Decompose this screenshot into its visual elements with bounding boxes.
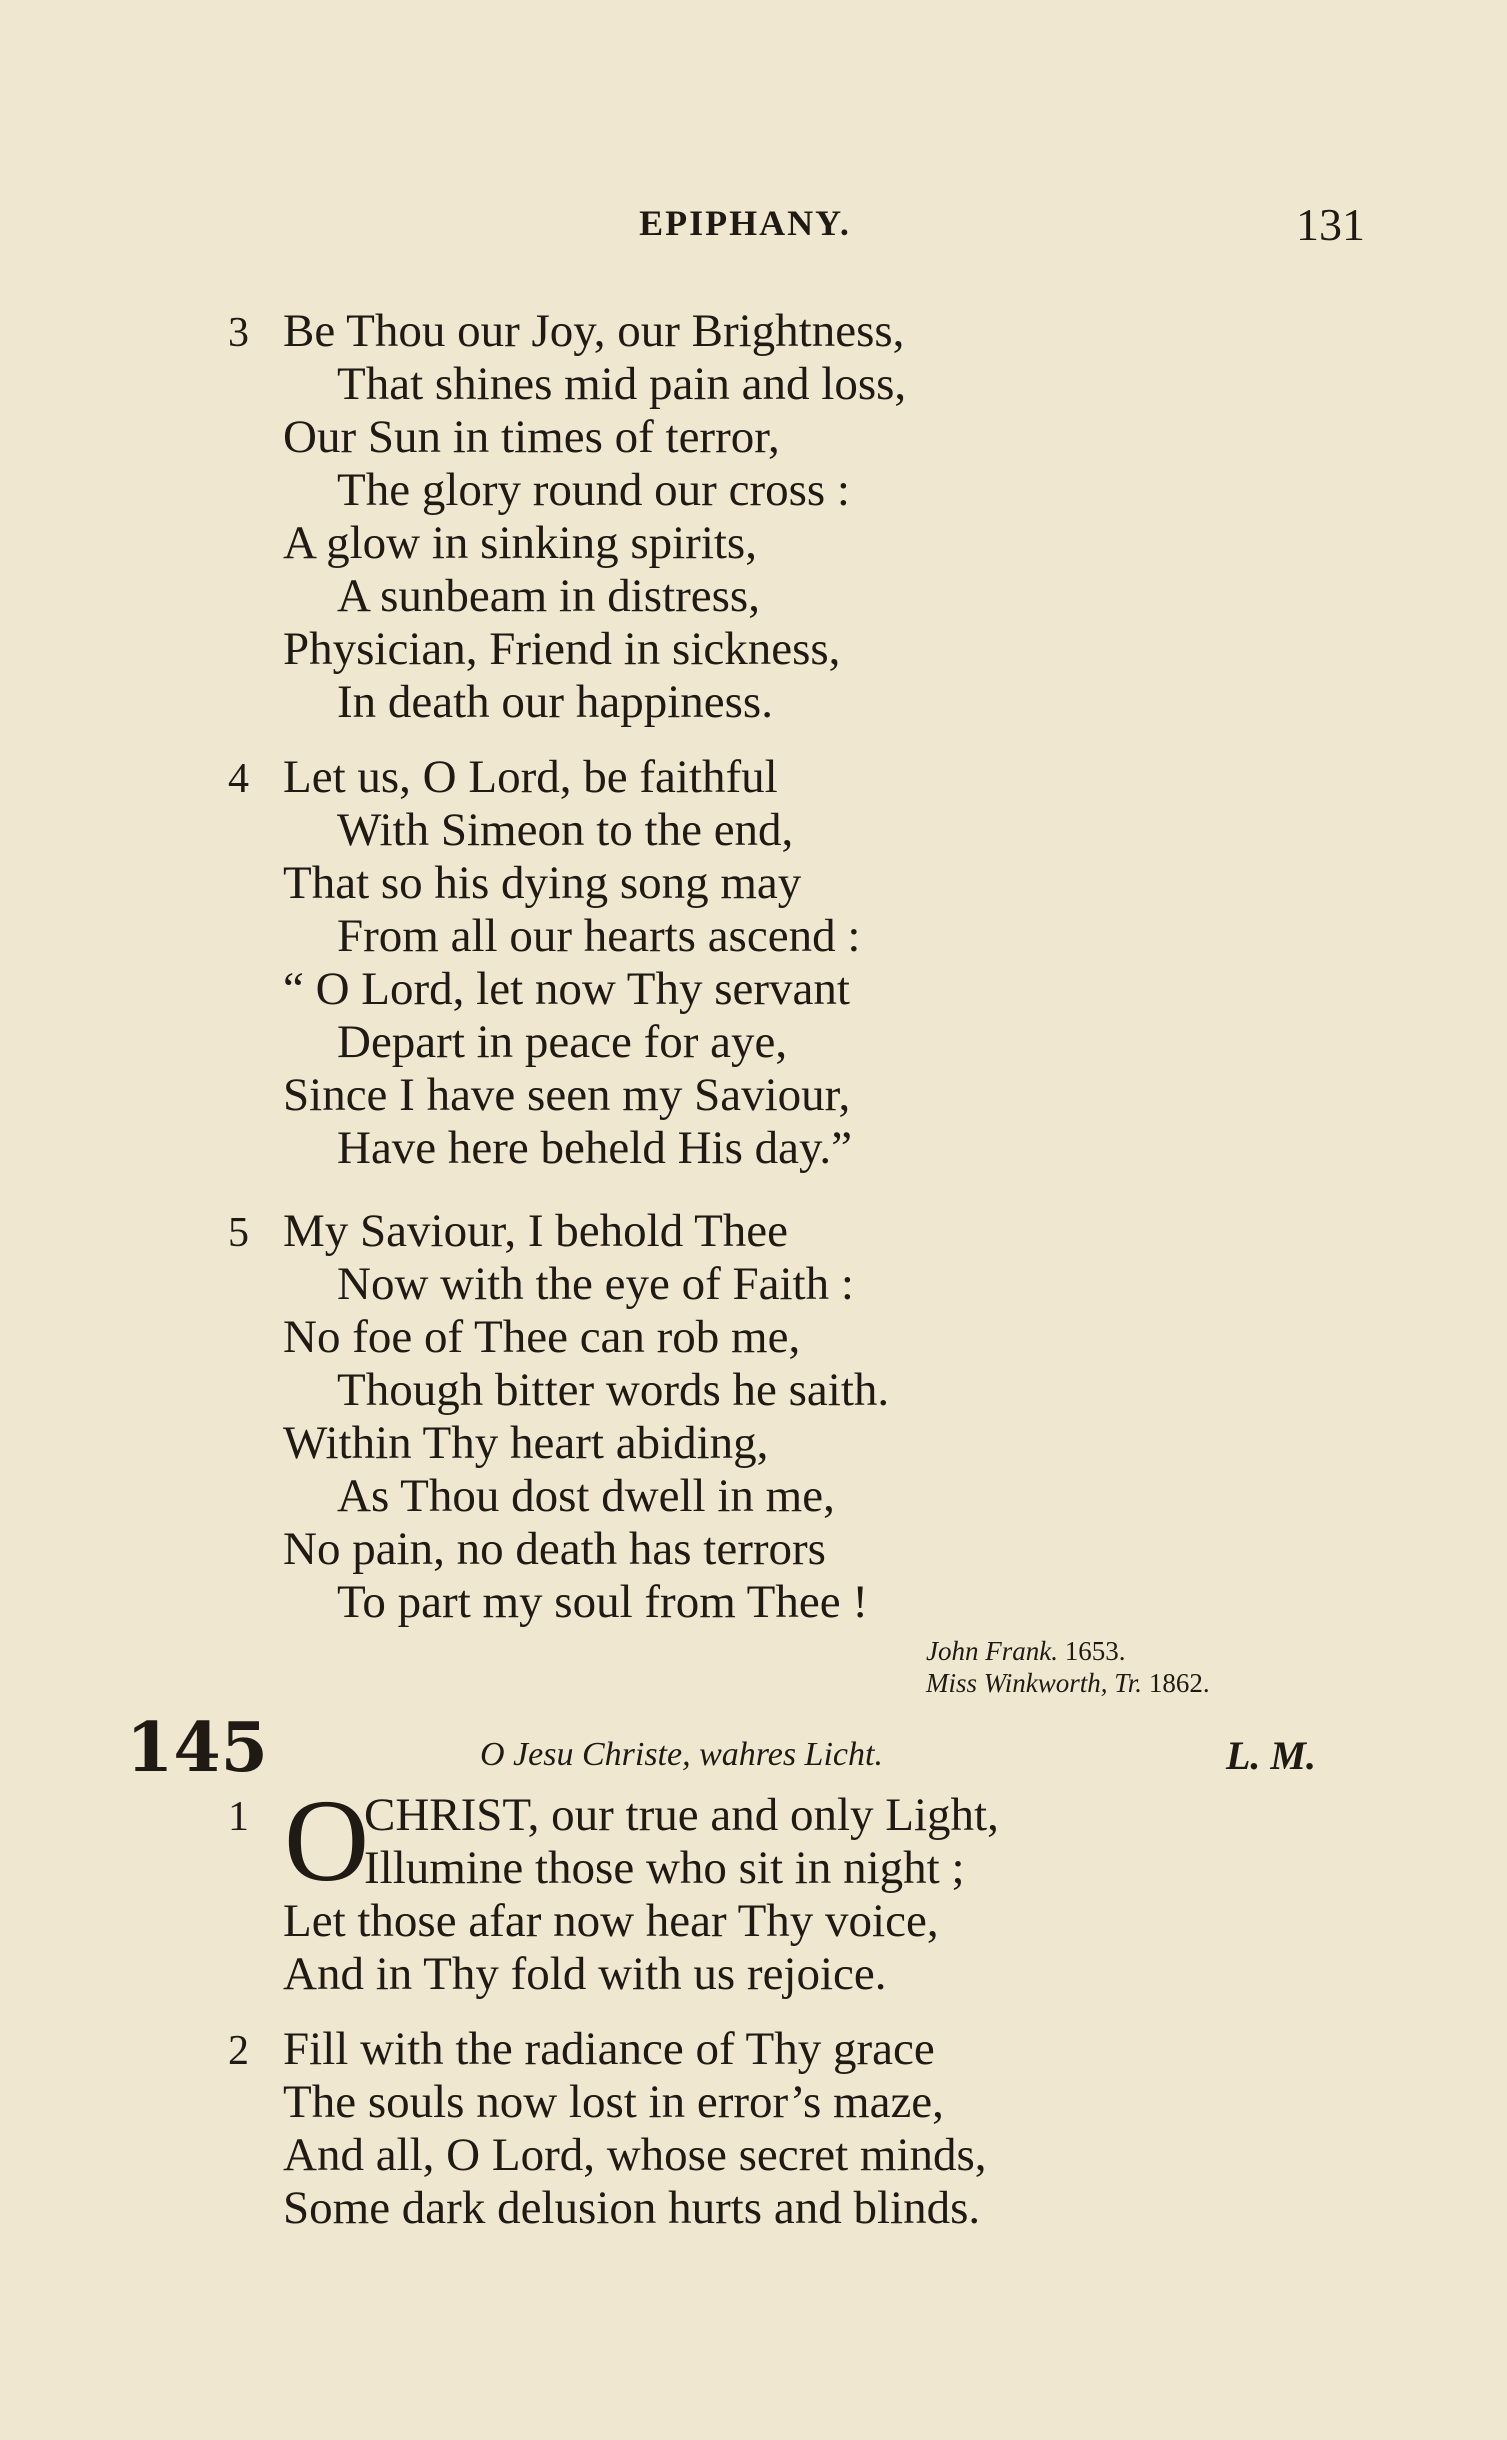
verse-line: From all our hearts ascend : <box>337 910 861 962</box>
verse-line: Let those afar now hear Thy voice, <box>283 1895 939 1947</box>
verse-line: A sunbeam in distress, <box>337 570 760 622</box>
author-year: 1653. <box>1064 1636 1126 1666</box>
verse-line: Have here beheld His day.” <box>337 1122 853 1174</box>
verse-line: As Thou dost dwell in me, <box>337 1470 835 1522</box>
verse-line: With Simeon to the end, <box>337 804 794 856</box>
verse-number: 5 <box>228 1210 249 1256</box>
verse-line: Physician, Friend in sickness, <box>283 623 841 675</box>
verse-line: In death our happiness. <box>337 676 773 728</box>
verse-line: Be Thou our Joy, our Brightness, <box>283 305 905 357</box>
verse-line: That so his dying song may <box>283 857 802 909</box>
translator-year: 1862. <box>1148 1668 1210 1698</box>
verse-number: 3 <box>228 310 249 356</box>
verse-line: To part my soul from Thee ! <box>337 1576 868 1628</box>
verse-line: Now with the eye of Faith : <box>337 1258 854 1310</box>
verse-line: CHRIST, our true and only Light, <box>364 1789 999 1841</box>
verse-number: 2 <box>228 2028 249 2074</box>
verse-line: Our Sun in times of terror, <box>283 411 780 463</box>
verse-line: Within Thy heart abiding, <box>283 1417 769 1469</box>
verse-line: My Saviour, I behold Thee <box>283 1205 789 1257</box>
author-credit <box>926 1636 1125 1667</box>
page-number: 131 <box>1296 199 1365 250</box>
verse-number: 1 <box>228 1794 249 1840</box>
running-header: EPIPHANY. <box>639 203 851 243</box>
author-name: John Frank. <box>926 1636 1058 1666</box>
translator-tr: Tr. <box>1114 1668 1143 1698</box>
verse-line: No pain, no death has terrors <box>283 1523 826 1575</box>
drop-cap: O <box>284 1775 370 1906</box>
hymn-latin-title: O Jesu Christe, wahres Licht. <box>480 1736 883 1773</box>
verse-line: Depart in peace for aye, <box>337 1016 788 1068</box>
verse-line: Fill with the radiance of Thy grace <box>283 2023 935 2075</box>
verse-line: The glory round our cross : <box>337 464 850 516</box>
verse-line: No foe of Thee can rob me, <box>283 1311 801 1363</box>
verse-line: That shines mid pain and loss, <box>337 358 907 410</box>
verse-line: Let us, O Lord, be faithful <box>283 751 778 803</box>
verse-line: Though bitter words he saith. <box>337 1364 890 1416</box>
hymn-number: 145 <box>126 1708 268 1788</box>
hymn-meter: L. M. <box>1226 1733 1316 1778</box>
verse-line: And all, O Lord, whose secret minds, <box>283 2129 987 2181</box>
verse-line: “ O Lord, let now Thy servant <box>283 963 850 1015</box>
verse-line: A glow in sinking spirits, <box>283 517 757 569</box>
verse-line: Some dark delusion hurts and blinds. <box>283 2182 981 2234</box>
translator-credit <box>926 1668 1210 1699</box>
verse-number: 4 <box>228 756 249 802</box>
translator-name: Miss Winkworth, <box>926 1668 1108 1698</box>
verse-line: The souls now lost in error’s maze, <box>283 2076 944 2128</box>
verse-line: And in Thy fold with us rejoice. <box>283 1948 887 2000</box>
verse-line: Since I have seen my Saviour, <box>283 1069 851 1121</box>
verse-line: Illumine those who sit in night ; <box>364 1842 965 1894</box>
